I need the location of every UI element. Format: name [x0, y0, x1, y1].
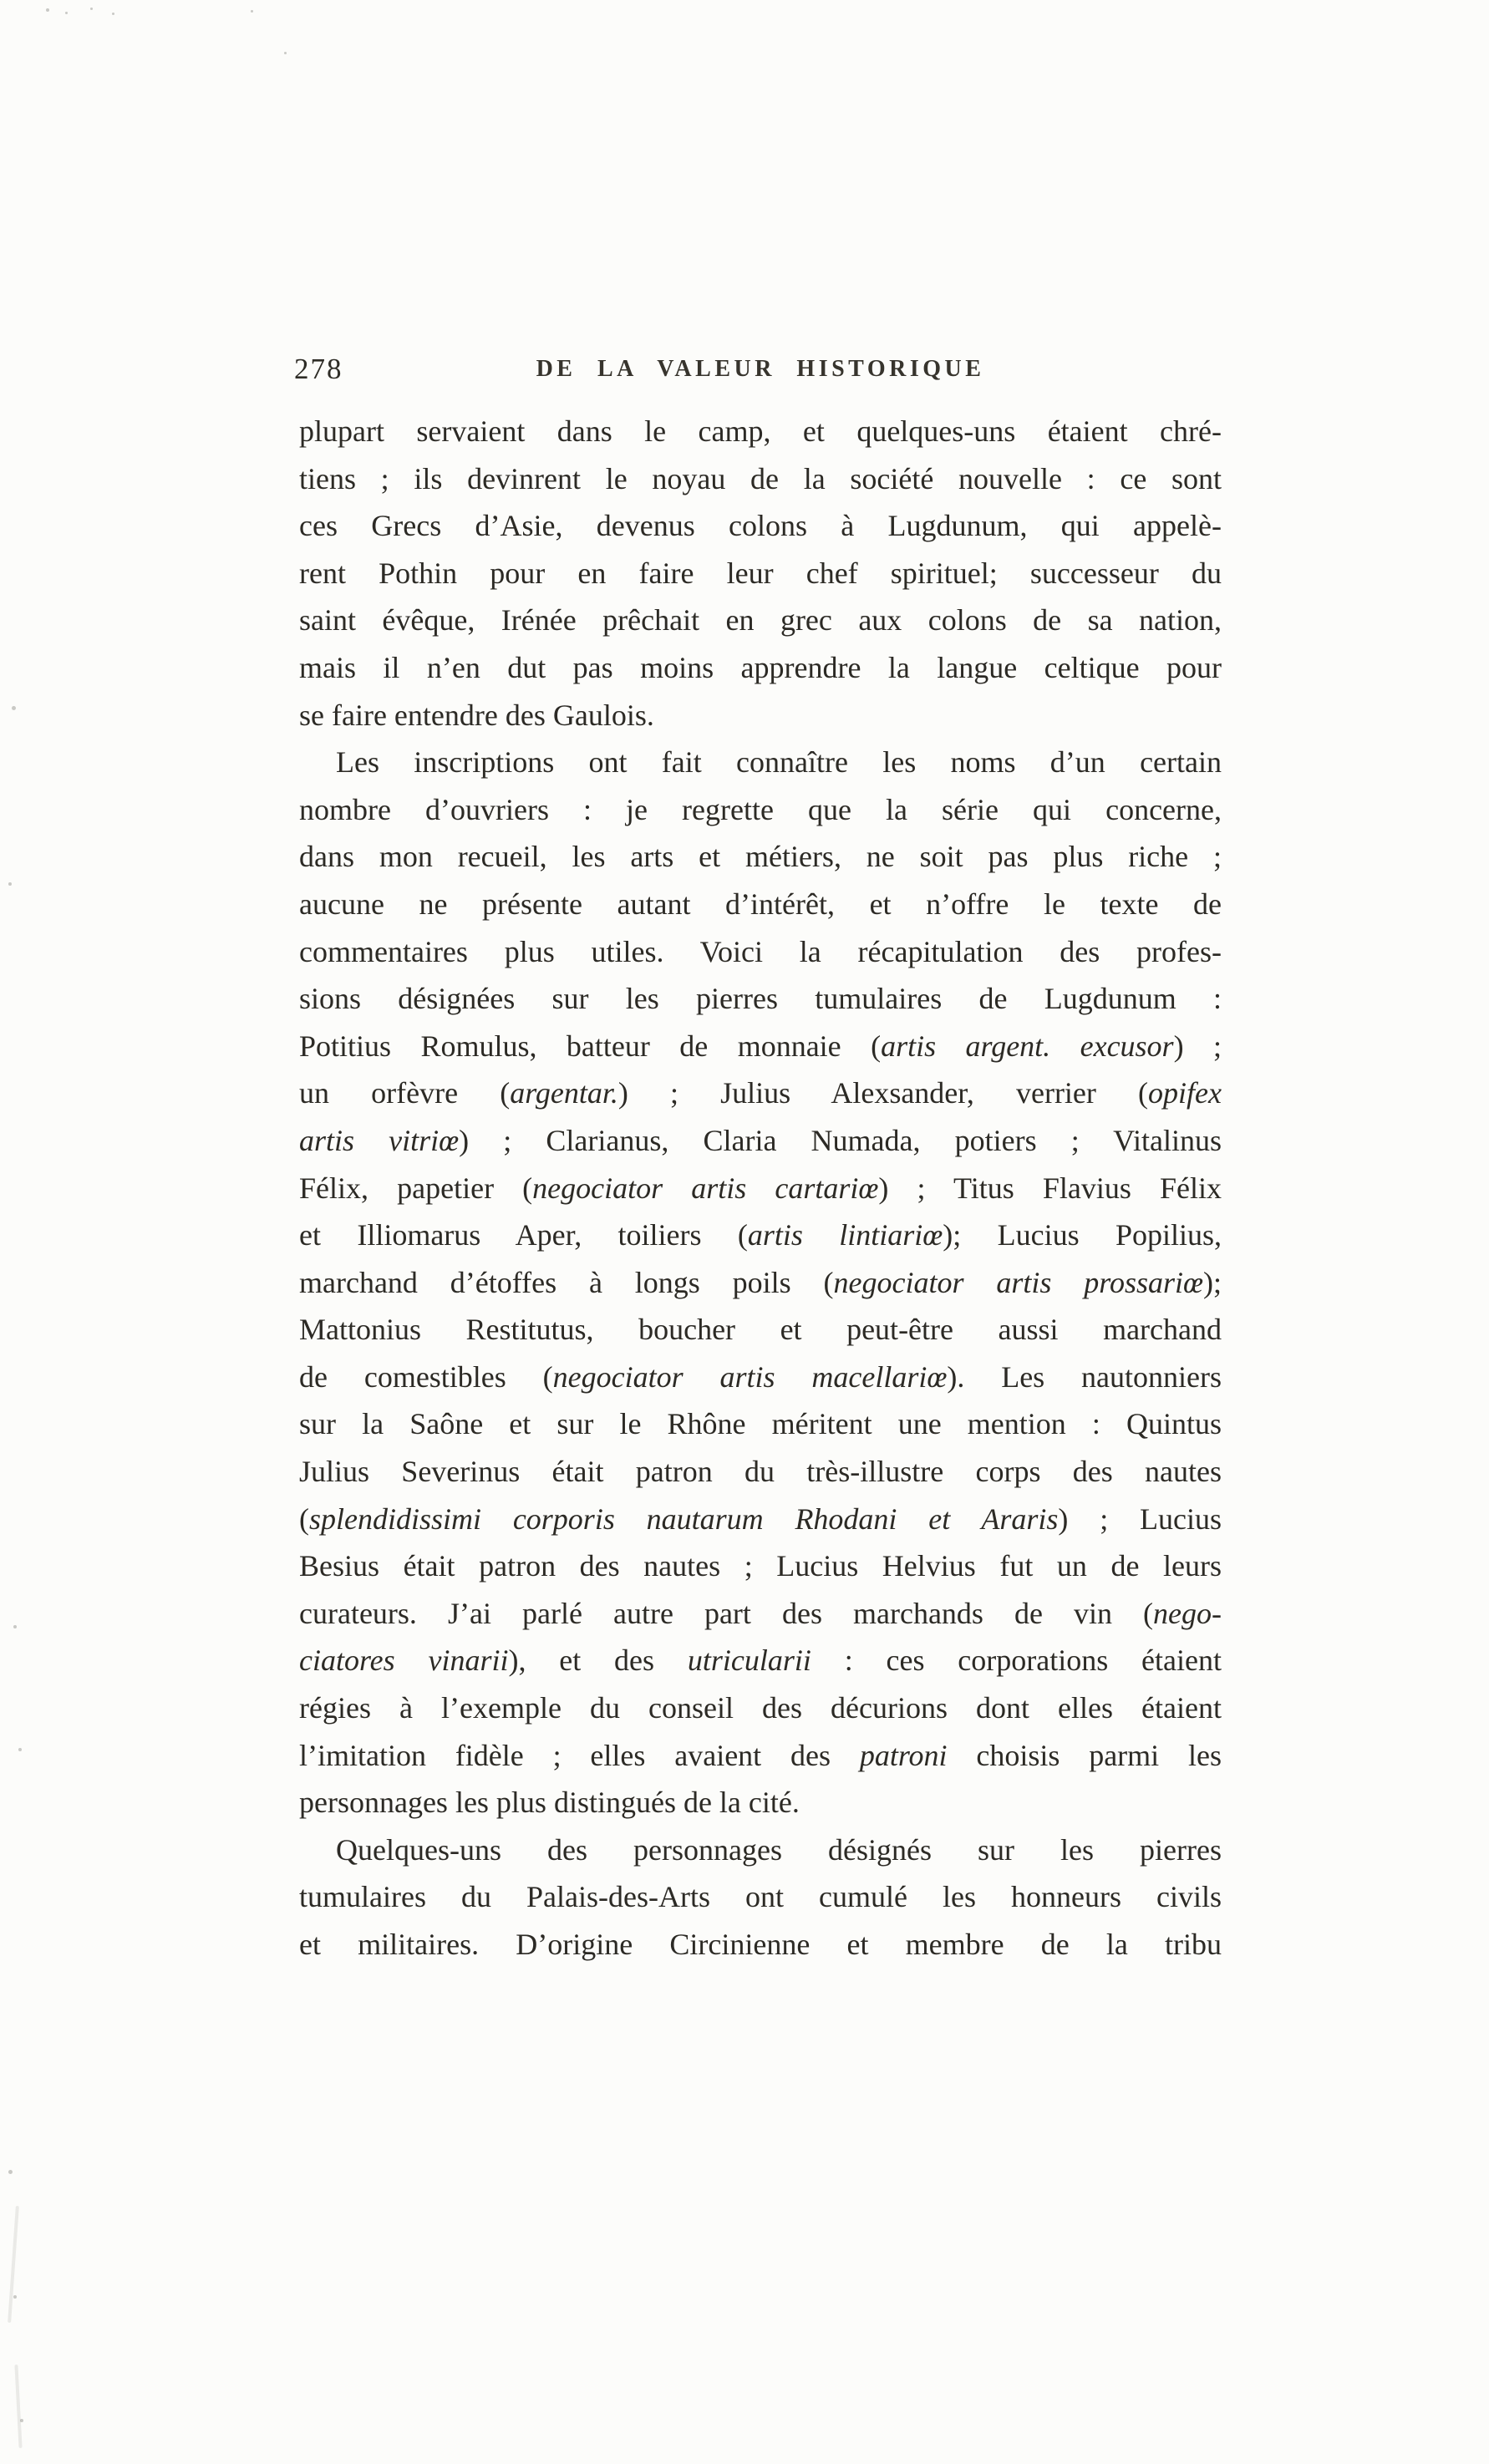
- text-line: rent Pothin pour en faire leur chef spirituel; successeur du: [299, 556, 1222, 590]
- text-line: artis vitriœ) ; Clarianus, Claria Numada, potiers ; Vitalinus: [299, 1123, 1222, 1157]
- text-line: l’imitation fidèle ; elles avaient des patroni choisis parmi les: [299, 1738, 1222, 1772]
- latin-term: negociator artis cartariœ: [532, 1171, 879, 1205]
- latin-term: opifex: [1148, 1076, 1222, 1110]
- text-line: sions désignées sur les pierres tumulaires de Lugdunum :: [299, 982, 1222, 1016]
- text-line: Les inscriptions ont fait connaître les noms d’un certain: [336, 745, 1222, 780]
- scan-speck: [65, 12, 68, 14]
- text-line: marchand d’étoffes à longs poils (negociator artis prossariœ);: [299, 1265, 1222, 1299]
- latin-term: splendidissimi corporis nautarum Rhodani et Araris: [309, 1501, 1059, 1536]
- text-line: Félix, papetier (negociator artis cartariœ) ; Titus Flavius Félix: [299, 1171, 1222, 1205]
- text-line: mais il n’en dut pas moins apprendre la langue celtique pour: [299, 650, 1222, 684]
- latin-term: argentar.: [510, 1076, 618, 1110]
- scan-speck: [8, 2170, 13, 2174]
- latin-term: artis vitriœ: [299, 1123, 460, 1157]
- text-line: tumulaires du Palais-des-Arts ont cumulé les honneurs civils: [299, 1880, 1222, 1914]
- text-line: Julius Severinus était patron du très-illustre corps des nautes: [299, 1455, 1222, 1489]
- paragraph: [299, 739, 1222, 1826]
- text-line: Quelques-uns des personnages désignés sur les pierres: [336, 1832, 1222, 1867]
- paragraph: [299, 408, 1222, 739]
- text-line: Mattonius Restitutus, boucher et peut-être aussi marchand: [299, 1313, 1222, 1347]
- scan-speck: [284, 52, 287, 54]
- latin-term: utricularii: [687, 1644, 811, 1678]
- page-number: 278: [294, 353, 343, 385]
- text-line: et Illiomarus Aper, toiliers (artis lintiariœ); Lucius Popilius,: [299, 1218, 1222, 1252]
- latin-term: artis argent. excusor: [881, 1029, 1174, 1063]
- scan-speck: [8, 882, 12, 886]
- scan-smudge: [14, 2365, 22, 2448]
- text-line: personnages les plus distingués de la cité.: [299, 1786, 800, 1820]
- text-block: [294, 353, 1222, 1969]
- text-line: régies à l’exemple du conseil des décurions dont elles étaient: [299, 1691, 1222, 1725]
- scan-speck: [90, 8, 93, 10]
- scan-speck: [18, 1748, 22, 1751]
- paragraph: [299, 1826, 1222, 1969]
- running-title: DE LA VALEUR HISTORIQUE: [536, 356, 985, 382]
- text-line: et militaires. D’origine Circinienne et membre de la tribu: [299, 1928, 1222, 1961]
- text-line: plupart servaient dans le camp, et quelques-uns étaient chré-: [299, 414, 1222, 448]
- text-line: saint évêque, Irénée prêchait en grec aux colons de sa nation,: [299, 603, 1222, 638]
- text-line: se faire entendre des Gaulois.: [299, 698, 654, 732]
- text-line: dans mon recueil, les arts et métiers, ne soit pas plus riche ;: [299, 840, 1222, 874]
- latin-term: artis lintiariœ: [747, 1218, 943, 1252]
- running-header: [294, 353, 1222, 386]
- latin-term: negociator artis macellariœ: [552, 1359, 948, 1394]
- text-line: de comestibles (negociator artis macellariœ). Les nautonniers: [299, 1359, 1222, 1394]
- scan-smudge: [8, 2206, 19, 2323]
- text-line: ciatores vinarii), et des utricularii : ces corporations étaient: [299, 1644, 1222, 1678]
- body-text: [299, 408, 1222, 1969]
- text-line: un orfèvre (argentar.) ; Julius Alexsander, verrier (opifex: [299, 1076, 1222, 1110]
- latin-term: negociator artis prossariœ: [833, 1265, 1203, 1299]
- text-line: commentaires plus utiles. Voici la récapitulation des profes-: [299, 934, 1222, 968]
- scan-speck: [251, 10, 253, 13]
- latin-term: nego-: [1153, 1596, 1222, 1630]
- text-line: Potitius Romulus, batteur de monnaie (artis argent. excusor) ;: [299, 1029, 1222, 1063]
- scan-speck: [112, 13, 114, 15]
- scan-speck: [46, 8, 49, 12]
- scan-speck: [12, 706, 16, 710]
- text-line: (splendidissimi corporis nautarum Rhodani et Araris) ; Lucius: [299, 1501, 1222, 1536]
- scan-speck: [13, 1625, 17, 1628]
- latin-term: ciatores vinarii: [299, 1644, 509, 1678]
- latin-term: patroni: [859, 1738, 948, 1772]
- text-line: sur la Saône et sur le Rhône méritent une mention : Quintus: [299, 1407, 1222, 1441]
- text-line: curateurs. J’ai parlé autre part des marchands de vin (nego-: [299, 1596, 1222, 1630]
- scan-speck: [13, 2295, 17, 2299]
- text-line: aucune ne présente autant d’intérêt, et n’offre le texte de: [299, 887, 1222, 921]
- text-line: nombre d’ouvriers : je regrette que la série qui concerne,: [299, 792, 1222, 826]
- text-line: tiens ; ils devinrent le noyau de la société nouvelle : ce sont: [299, 461, 1222, 495]
- text-line: Besius était patron des nautes ; Lucius Helvius fut un de leurs: [299, 1549, 1222, 1583]
- text-line: ces Grecs d’Asie, devenus colons à Lugdunum, qui appelè-: [299, 509, 1222, 543]
